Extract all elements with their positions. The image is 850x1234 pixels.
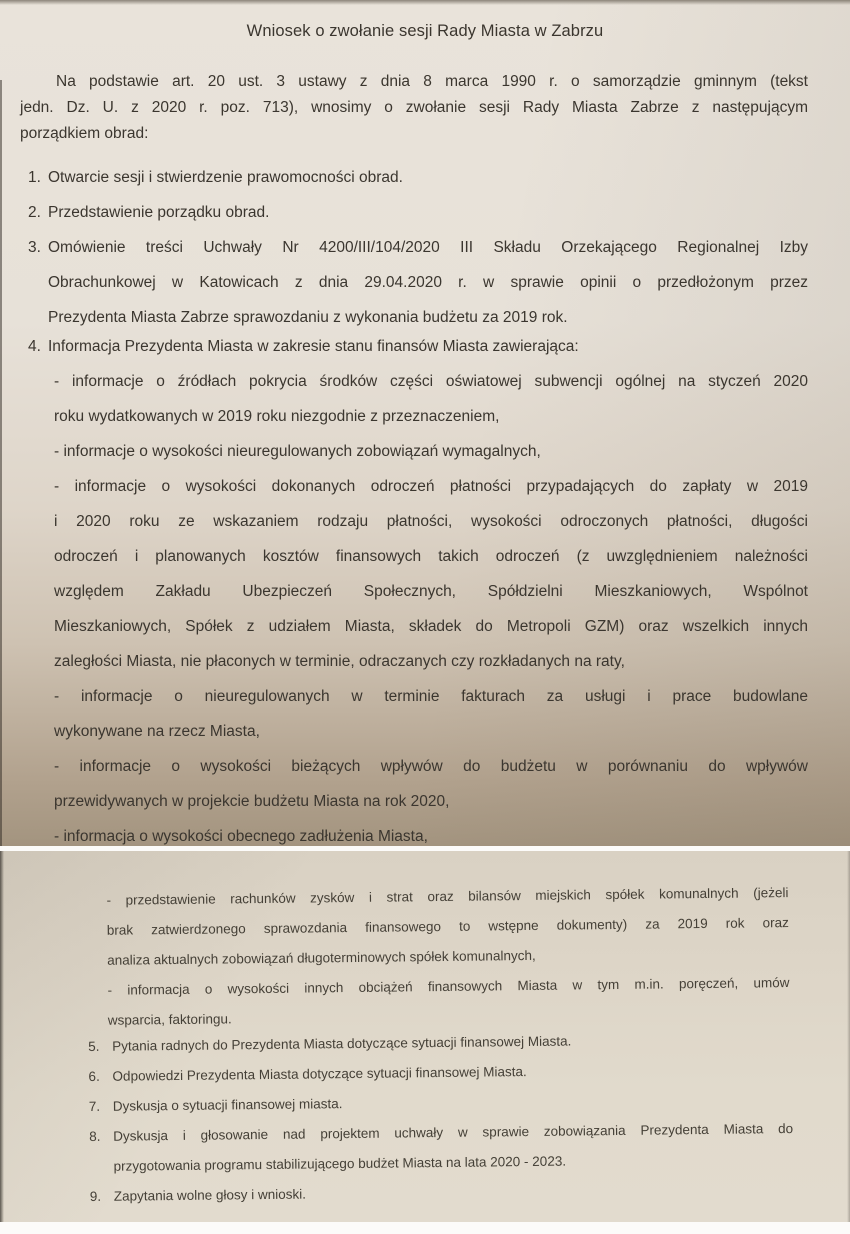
list-line: Przedstawienie porządku obrad. [48, 204, 270, 221]
list-line: Dyskusja i głosowanie nad projektem uchwały w sprawie zobowiązania Prezydenta Miasta do [113, 1121, 794, 1144]
list-number: 8. [89, 1128, 101, 1144]
list-line: Omówienie treści Uchwały Nr 4200/III/104/2020 III Składu Orzekającego Regionalnej Izby [48, 239, 808, 256]
photo-page-2 [0, 851, 850, 1222]
list-number: 4. [28, 338, 41, 355]
dash-line: - informacje o wysokości nieuregulowanych zobowiązań wymagalnych, [54, 443, 541, 460]
list-line: Dyskusja o sytuacji finansowej miasta. [112, 1096, 343, 1114]
dash-line: - informacje o wysokości bieżących wpływów do budżetu w porównaniu do wpływów [54, 758, 808, 775]
agenda-list [0, 160, 850, 364]
dash-line: analiza aktualnych zobowiązań długoterminowych spółek komunalnych, [107, 947, 536, 968]
agenda-item-4-subitems-continued [106, 878, 790, 1036]
agenda-item-1 [28, 160, 808, 195]
dash-line: odroczeń i planowanych kosztów finansowych takich odroczeń (z uwzględnieniem należności [54, 548, 808, 565]
dash-line: - informacja o wysokości innych obciążeń finansowych Miasta w tym m.in. poręczeń, umów [107, 975, 790, 998]
agenda-item-4 [28, 329, 808, 364]
dash-line: i 2020 roku ze wskazaniem rodzaju płatności, wysokości odroczonych płatności, długości [54, 513, 808, 530]
intro-line: Na podstawie art. 20 ust. 3 ustawy z dnia 8 marca 1990 r. o samorządzie gminnym (tekst [56, 73, 808, 90]
list-line: Obrachunkowej w Katowicach z dnia 29.04.2020 r. w sprawie opinii o przedłożonym przez [48, 274, 808, 291]
dash-line: przewidywanych w projekcie budżetu Miasta na rok 2020, [54, 793, 450, 810]
agenda-item-4-subitems [54, 364, 808, 846]
list-number: 1. [28, 169, 41, 186]
agenda-item-3-continued [48, 265, 808, 300]
dash-line: - informacja o wysokości obecnego zadłużenia Miasta, [54, 828, 428, 845]
list-line: Otwarcie sesji i stwierdzenie prawomocności obrad. [48, 169, 403, 186]
dash-line: roku wydatkowanych w 2019 roku niezgodnie z przeznaczeniem, [54, 408, 500, 425]
dash-line: względem Zakładu Ubezpieczeń Społecznych, Spółdzielni Mieszkaniowych, Wspólnot [54, 583, 808, 600]
list-number: 9. [89, 1188, 102, 1204]
list-line: przygotowania programu stabilizującego budżet Miasta na lata 2020 - 2023. [113, 1153, 567, 1174]
intro-line: jedn. Dz. U. z 2020 r. poz. 713), wnosimy o zwołanie sesji Rady Miasta Zabrze z następującym [20, 99, 808, 116]
dash-line: - przedstawienie rachunków zysków i strat oraz bilansów miejskich spółek komunalnych (jeżeli [106, 885, 789, 908]
list-number: 2. [28, 204, 41, 221]
dash-line: - informacje o nieuregulowanych w terminie fakturach za usługi i prace budowlane [54, 688, 808, 705]
dash-line: zaległości Miasta, nie płaconych w terminie, odraczanych czy rozkładanych na raty, [54, 653, 625, 670]
dash-line: Mieszkaniowych, Spółek z udziałem Miasta, składek do Metropoli GZM) oraz wszelkich innych [54, 618, 808, 635]
agenda-item-3 [28, 230, 808, 265]
list-number: 3. [28, 239, 41, 256]
agenda-item-9 [89, 1174, 794, 1212]
list-line: Zapytania wolne głosy i wnioski. [113, 1186, 307, 1204]
intro-paragraph [20, 69, 808, 147]
list-line: Informacja Prezydenta Miasta w zakresie stanu finansów Miasta zawierająca: [48, 338, 579, 355]
dash-line: - informacje o źródłach pokrycia środków części oświatowej subwencji ogólnej na styczeń 2020 [54, 373, 808, 390]
dash-line: wsparcia, faktoringu. [107, 1011, 232, 1028]
list-number: 5. [88, 1038, 100, 1055]
page-title: Wniosek o zwołanie sesji Rady Miasta w Zabrzu [246, 22, 604, 40]
dash-line: wykonywane na rzecz Miasta, [54, 723, 260, 740]
list-line: Odpowiedzi Prezydenta Miasta dotyczące sytuacji finansowej Miasta. [112, 1064, 527, 1084]
list-line: Pytania radnych do Prezydenta Miasta dotyczące sytuacji finansowej Miasta. [112, 1033, 572, 1054]
intro-line: porządkiem obrad: [20, 125, 149, 142]
dash-line: - informacje o wysokości dokonanych odroczeń płatności przypadających do zapłaty w 2019 [54, 478, 808, 495]
list-number: 6. [88, 1068, 100, 1084]
dash-line: brak zatwierdzonego sprawozdania finansowego to wstępne dokumenty) za 2019 rok oraz [106, 915, 789, 938]
list-line: Prezydenta Miasta Zabrze sprawozdaniu z wykonania budżetu za 2019 rok. [48, 309, 568, 326]
agenda-list-continued [0, 1023, 850, 1213]
list-number: 7. [88, 1098, 101, 1114]
agenda-item-2 [28, 195, 808, 230]
